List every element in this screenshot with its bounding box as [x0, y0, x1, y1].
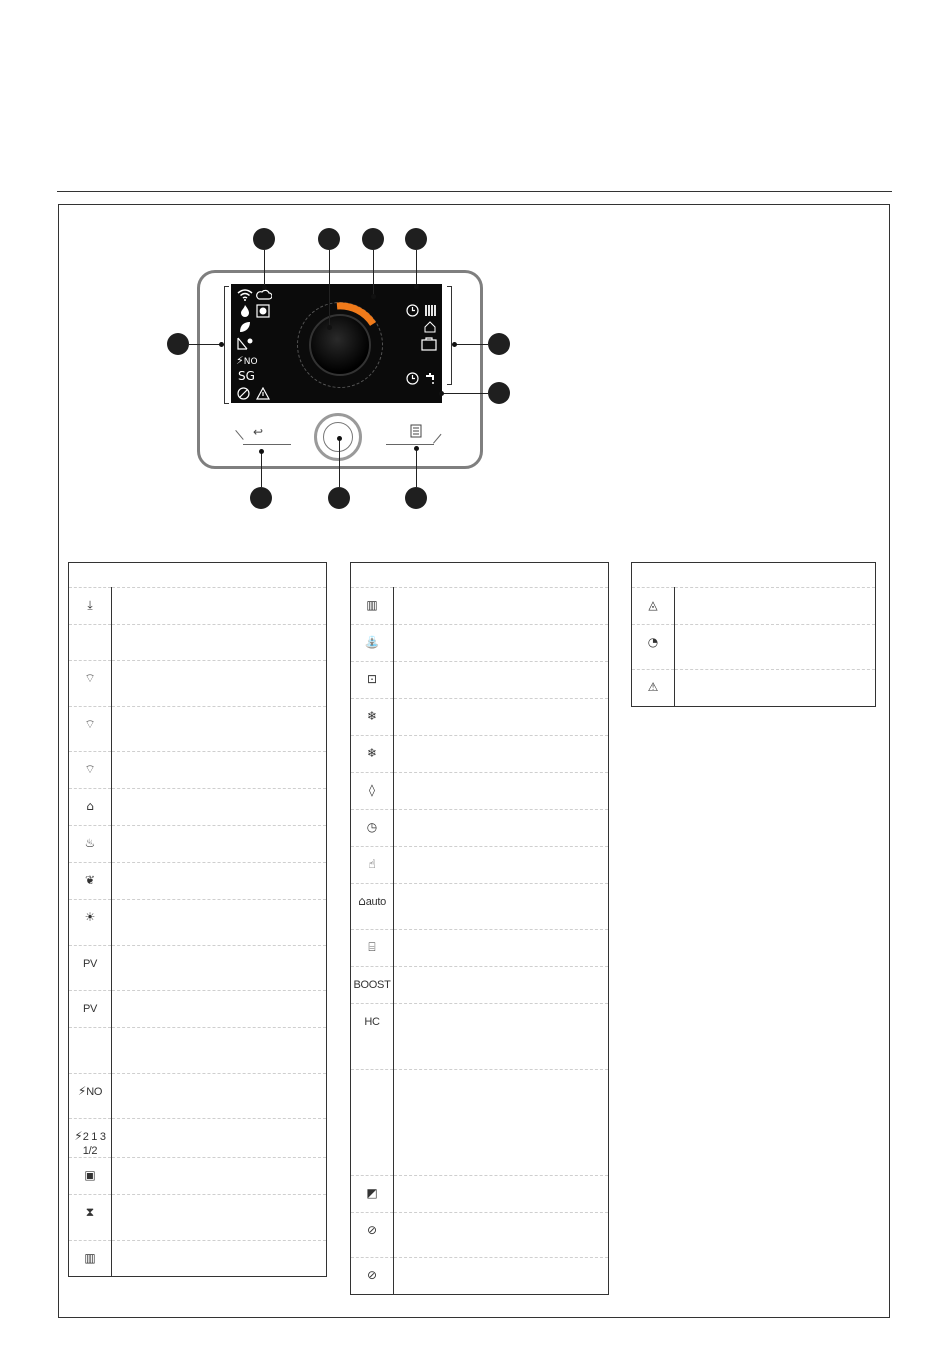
outdoor-sensor-icon — [69, 789, 112, 826]
legend-row — [69, 946, 327, 991]
legend-description — [394, 625, 609, 662]
legend-description — [394, 967, 609, 1004]
hourglass-icon — [69, 1195, 112, 1241]
legend-description — [394, 1070, 609, 1176]
leaf-icon — [239, 321, 251, 336]
clock-icon: ◷ — [366, 820, 378, 834]
legend-row — [351, 884, 609, 930]
legend-icon-cell — [351, 1004, 394, 1070]
leaf-icon: ❦ — [84, 873, 96, 887]
legend-description — [112, 1158, 327, 1195]
no-comfort-2-icon — [351, 1258, 394, 1295]
warning-icon — [256, 387, 270, 403]
radiator-icon — [424, 304, 438, 320]
legend-description — [112, 661, 327, 707]
back-softline — [243, 444, 291, 445]
outdoor-sensor-icon: ⌂ — [86, 799, 94, 813]
snowflake-box-icon — [351, 736, 394, 773]
no-comfort-icon: ⊘ — [366, 1223, 378, 1237]
tap-box-icon — [351, 662, 394, 699]
legend-description — [394, 662, 609, 699]
leader-3 — [373, 250, 374, 296]
legend-description — [394, 773, 609, 810]
legend-row — [351, 588, 609, 625]
legend-icon-cell — [69, 1028, 112, 1074]
leader-6 — [454, 344, 488, 345]
download-icon — [69, 588, 112, 625]
leader-dot-1 — [262, 285, 267, 290]
leader-dot-8 — [259, 449, 264, 454]
tap-icon — [351, 625, 394, 662]
solar-icon — [237, 337, 255, 353]
leaf-icon — [69, 863, 112, 900]
legend-icon-cell — [69, 625, 112, 661]
flame-icon — [240, 305, 250, 321]
drop-icon — [351, 773, 394, 810]
radiator-icon — [69, 1241, 112, 1277]
legend-row — [69, 991, 327, 1028]
auto-house-icon — [423, 321, 437, 338]
legend-description — [112, 991, 327, 1028]
legend-row — [351, 1258, 609, 1295]
leader-dot-3 — [371, 294, 376, 299]
legend-row — [351, 930, 609, 967]
callout-10 — [405, 487, 427, 509]
legend-icon-label: auto — [365, 896, 386, 908]
grid-no-icon: ⚡NO — [236, 354, 258, 367]
legend-icon-cell — [69, 991, 112, 1028]
leader-7 — [441, 393, 488, 394]
leader-10 — [416, 448, 417, 487]
legend-description — [394, 1258, 609, 1295]
legend-row — [69, 863, 327, 900]
legend-description — [112, 707, 327, 752]
snowflake-box-icon: ❄ — [366, 746, 378, 760]
legend-description — [112, 1119, 327, 1158]
wifi-icon — [237, 288, 253, 304]
legend-row — [351, 699, 609, 736]
curve-box-icon: ◩ — [366, 1186, 378, 1200]
legend-table-3 — [631, 562, 876, 707]
auto-house-icon — [351, 884, 394, 930]
leader-dot-9 — [337, 436, 342, 441]
legend-description — [112, 625, 327, 661]
wifi-update-icon — [69, 707, 112, 752]
legend-description — [394, 1004, 609, 1070]
auto-house-icon: ⌂ — [358, 894, 366, 908]
leader-dot-2 — [327, 325, 332, 330]
legend-row — [69, 661, 327, 707]
legend-icon-cell — [351, 967, 394, 1004]
legend-row — [69, 1158, 327, 1195]
legend-description — [112, 1028, 327, 1074]
left-bracket — [224, 286, 229, 404]
legend-row — [351, 1213, 609, 1258]
legend-description — [394, 736, 609, 773]
legend-row — [69, 1074, 327, 1119]
legend-icon-label: BOOST — [353, 979, 391, 991]
radiator-icon: ▥ — [84, 1251, 96, 1265]
callout-9 — [328, 487, 350, 509]
snowflake-icon: ❄ — [366, 709, 378, 723]
clock-icon-2 — [406, 372, 419, 388]
legend-description — [112, 900, 327, 946]
legend-row — [632, 625, 876, 670]
legend-icon-label: PV — [82, 958, 98, 970]
hand-icon — [351, 847, 394, 884]
legend-icon-cell — [351, 1070, 394, 1176]
leader-2 — [329, 250, 330, 327]
legend-row — [69, 1195, 327, 1241]
legend-description — [112, 946, 327, 991]
warning-icon — [632, 670, 675, 707]
no-comfort-icon — [351, 1213, 394, 1258]
wifi-off-icon — [69, 661, 112, 707]
download-icon: ⤓ — [87, 598, 93, 612]
right-bracket — [447, 286, 452, 385]
wifi-update-icon: ⌔ — [84, 717, 96, 731]
grid-levels-icon — [69, 1119, 112, 1158]
leader-dot-5 — [219, 342, 224, 347]
legend-description — [394, 1176, 609, 1213]
legend-row — [69, 752, 327, 789]
wifi-off-icon: ⌔ — [84, 671, 96, 685]
sg-text: SG — [238, 369, 255, 383]
legend-description — [394, 699, 609, 736]
legend-row — [351, 625, 609, 662]
legend-description — [112, 588, 327, 625]
legend-table-1 — [68, 562, 327, 1277]
radiator-box-icon: ▥ — [366, 598, 378, 612]
legend-row — [351, 967, 609, 1004]
callout-6 — [488, 333, 510, 355]
callout-3 — [362, 228, 384, 250]
legend-description — [112, 863, 327, 900]
legend-description — [112, 1195, 327, 1241]
radiator-box-icon — [351, 588, 394, 625]
legend-description — [394, 847, 609, 884]
pressure-low-icon — [632, 588, 675, 625]
legend-row — [69, 588, 327, 625]
leader-dot-10 — [414, 446, 419, 451]
fan-coil-icon — [69, 1158, 112, 1195]
no-comfort-icon — [237, 387, 250, 403]
legend-description — [675, 670, 876, 707]
hand-icon: ☝ — [368, 857, 376, 871]
legend-description — [112, 752, 327, 789]
legend-row — [69, 1028, 327, 1074]
legend-row — [69, 707, 327, 752]
suitcase-icon: ⌸ — [368, 940, 376, 954]
callout-7 — [488, 382, 510, 404]
legend-row — [351, 847, 609, 884]
suitcase-icon — [421, 337, 437, 354]
legend-row — [69, 789, 327, 826]
knob[interactable] — [309, 314, 371, 376]
legend-icon-cell — [69, 946, 112, 991]
pressure-low-icon: ◬ — [648, 598, 658, 612]
gauge-icon: ◔ — [647, 635, 659, 649]
legend-icon-label: HC — [364, 1016, 380, 1028]
legend-description — [675, 588, 876, 625]
wifi-icon — [69, 752, 112, 789]
leader-dot-6 — [452, 342, 457, 347]
warning-icon: ⚠ — [647, 680, 659, 694]
legend-row — [69, 1241, 327, 1277]
callout-1 — [253, 228, 275, 250]
solar-icon — [69, 900, 112, 946]
flame-icon — [69, 826, 112, 863]
legend-row — [69, 900, 327, 946]
legend-row — [69, 625, 327, 661]
legend-row — [69, 1119, 327, 1158]
callout-4 — [405, 228, 427, 250]
no-comfort-2-icon: ⊘ — [366, 1268, 378, 1282]
top-rule — [57, 191, 892, 192]
legend-row — [632, 588, 876, 625]
fan-coil-icon: ▣ — [84, 1168, 96, 1182]
legend-row — [351, 1176, 609, 1213]
legend-row — [351, 662, 609, 699]
legend-row — [351, 1070, 609, 1176]
wifi-icon: ⌔ — [84, 762, 96, 776]
menu-icon[interactable] — [410, 424, 422, 441]
legend-description — [112, 1241, 327, 1277]
leader-dot-4 — [414, 284, 419, 289]
legend-description — [112, 1074, 327, 1119]
legend-row — [351, 810, 609, 847]
curve-box-icon — [351, 1176, 394, 1213]
grid-levels-icon: ⚡ — [74, 1129, 83, 1143]
drop-icon: ◊ — [369, 783, 375, 797]
legend-row — [632, 670, 876, 707]
legend-description — [112, 789, 327, 826]
grid-no-icon — [69, 1074, 112, 1119]
leader-9 — [339, 440, 340, 487]
legend-icon-label: 2 1 3 1/2 — [82, 1131, 106, 1157]
legend-icon-label: PV — [82, 1003, 98, 1015]
legend-description — [394, 930, 609, 967]
hourglass-icon: ⧗ — [85, 1205, 95, 1219]
fan-coil-icon — [256, 304, 270, 321]
tap-icon — [424, 371, 438, 388]
legend-description — [394, 884, 609, 930]
legend-row — [351, 1004, 609, 1070]
legend-row — [351, 773, 609, 810]
tap-icon: ⛲ — [364, 635, 380, 649]
legend-description — [112, 826, 327, 863]
legend-icon-label: NO — [86, 1086, 103, 1098]
menu-softline — [386, 444, 434, 445]
callout-5 — [167, 333, 189, 355]
legend-description — [394, 810, 609, 847]
legend-description — [675, 625, 876, 670]
gauge-icon — [632, 625, 675, 670]
legend-description — [394, 588, 609, 625]
leader-1 — [264, 250, 265, 287]
back-arrow-icon[interactable]: ↩ — [253, 425, 264, 439]
legend-row — [69, 826, 327, 863]
leader-4 — [416, 250, 417, 286]
callout-2 — [318, 228, 340, 250]
tap-box-icon: ⊡ — [366, 672, 378, 686]
legend-row — [351, 736, 609, 773]
clock-icon — [406, 304, 419, 320]
snowflake-icon — [351, 699, 394, 736]
grid-no-icon: ⚡ — [77, 1084, 87, 1098]
leader-8 — [261, 450, 262, 487]
flame-icon: ♨ — [84, 836, 96, 850]
clock-icon — [351, 810, 394, 847]
legend-description — [394, 1213, 609, 1258]
leader-dot-7 — [439, 391, 444, 396]
solar-icon: ☀ — [84, 910, 96, 924]
callout-8 — [250, 487, 272, 509]
legend-table-2 — [350, 562, 609, 1295]
suitcase-icon — [351, 930, 394, 967]
